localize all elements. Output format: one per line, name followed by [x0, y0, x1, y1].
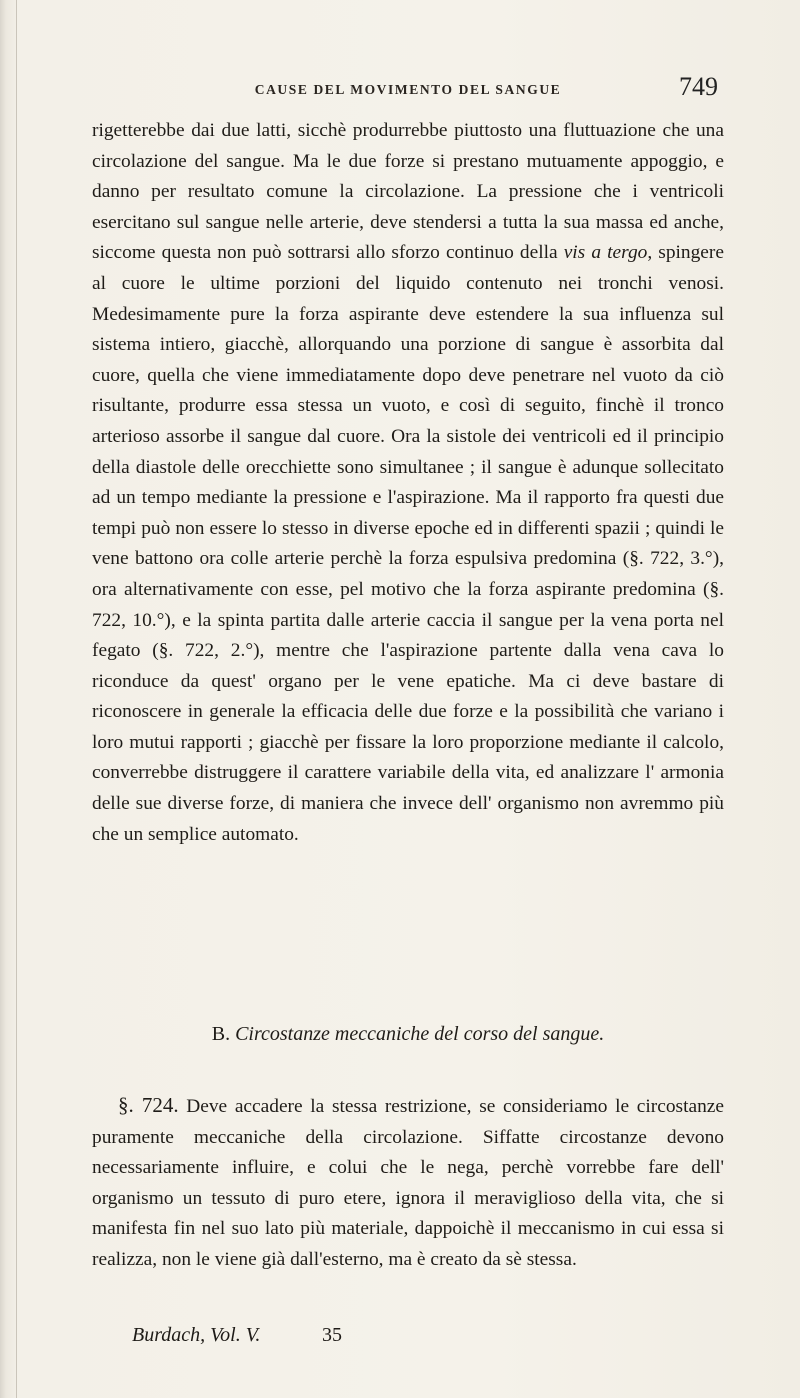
page-footer — [132, 1324, 732, 1354]
page-header — [92, 72, 724, 112]
section-title: Circostanze meccaniche del corso del sangue. — [235, 1023, 605, 1045]
signature-mark: Burdach, Vol. V. — [132, 1324, 261, 1346]
section-paragraph — [92, 1090, 724, 1276]
paragraph-continued — [92, 116, 724, 850]
paragraph-number: §. 724. — [118, 1093, 179, 1117]
paragraph-text-part-1: rigetterebbe dai due latti, sicchè produrrebbe piuttosto una fluttuazione che una circolazione del sangue. Ma le due forze si prestano mutuamente appoggio, e danno per resultato comune la circolazione. La pressione che i ventricoli esercitano sul sangue nelle arterie, deve stendersi a tutta la sua massa ed anche, siccome questa non può sottrarsi allo sforzo continuo della — [92, 120, 724, 264]
page-number: 749 — [679, 72, 718, 101]
paragraph-724 — [92, 1090, 724, 1276]
page-spine-edge — [16, 0, 17, 1398]
paragraph-text-part-2: , spingere al cuore le ultime porzioni del liquido contenuto nei tronchi venosi. Medesimamente pure la forza aspirante deve estendere la sua influenza sul sistema intiero, giacchè, allorquando una porzione di sangue è assorbita dal cuore, quella che viene immediatamente dopo deve penetrare nel vuoto da ciò risultante, produrre essa stessa un vuoto, e così di seguito, finchè il tronco arterioso assorbe il sangue dal cuore. Ora la sistole dei ventricoli ed il principio della diastole delle orecchiette sono simultanee ; il sangue è adunque sollecitato ad un tempo mediante la pressione e l'aspirazione. Ma il rapporto fra questi due tempi può non essere lo stesso in diverse epoche ed in differenti spazii ; quindi le vene battono ora colle arterie perchè la forza espulsiva predomina (§. 722, 3.°), ora alternativamente con esse, pel motivo che la forza aspirante predomina (§. 722, 10.°), e la spinta partita dalle arterie caccia il sangue per la vena porta nel fegato (§. 722, 2.°), mentre che l'aspirazione partente dalla vena cava lo riconduce da quest' organo per le vene epatiche. Ma ci deve bastare di riconoscere in generale la efficacia delle due forze e la possibilità che variano i loro mutui rapporti ; giacchè per fissare la loro proporzione mediante il calcolo, converrebbe distruggere il carattere variabile della vita, ed analizzare l' armonia delle sue diverse forze, di maniera che invece dell' organismo non avremmo più che un semplice automato. — [92, 242, 724, 845]
paragraph-724-text: Deve accadere la stessa restrizione, se consideriamo le circostanze puramente meccaniche della circolazione. Siffatte circostanze devono necessariamente influire, e colui che le nega, perchè vorrebbe fare dell' organismo un tessuto di puro etere, ignora il meraviglioso della vita, che si manifesta fin nel suo lato più materiale, dappoichè il meccanismo in cui essa si realizza, non le viene già dall'esterno, ma è creato da sè stessa. — [92, 1096, 724, 1270]
section-letter: B. — [211, 1023, 231, 1045]
sheet-number: 35 — [322, 1324, 342, 1346]
running-head: CAUSE DEL MOVIMENTO DEL SANGUE — [254, 82, 562, 97]
italic-phrase: vis a tergo — [563, 242, 648, 264]
main-paragraph — [92, 116, 724, 850]
section-heading — [92, 1023, 724, 1046]
